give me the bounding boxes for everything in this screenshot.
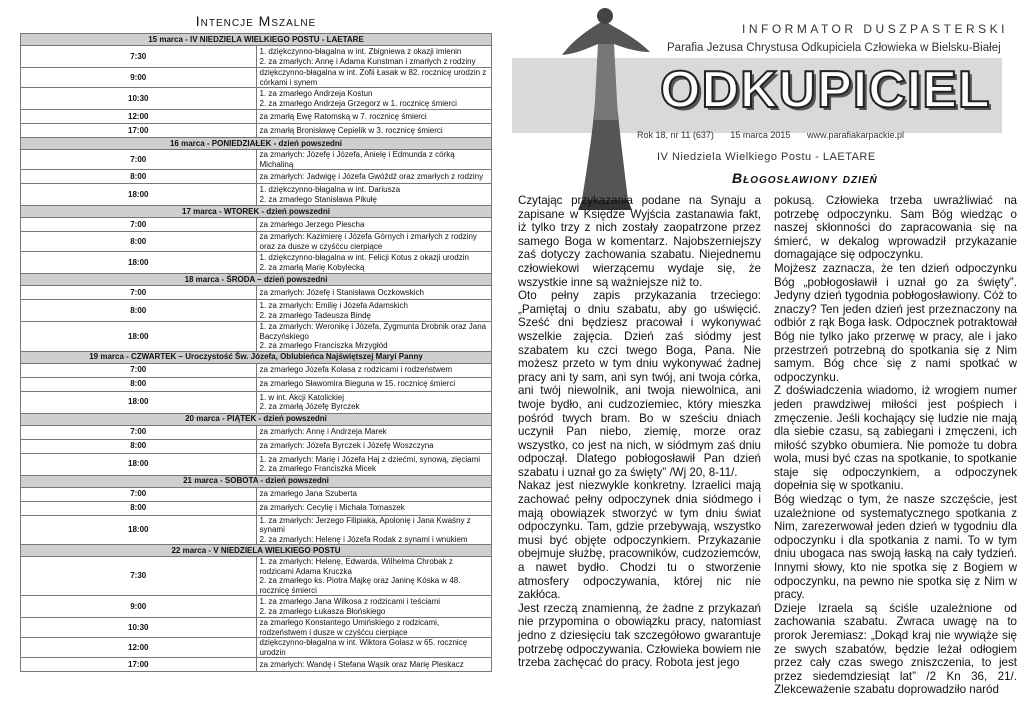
- day-header: 19 marca - CZWARTEK – Uroczystość Św. Józefa, Oblubieńca Najświętszej Maryi Panny: [21, 351, 492, 363]
- mass-time: 17:00: [21, 124, 257, 138]
- intention-line: za zmarłą Bronisławę Cepielik w 3. rocznicę śmierci: [259, 125, 443, 135]
- intention-line: 1. dziękczynno-błagalna w int. Zbigniewa z okazji imienin: [259, 47, 462, 56]
- intention-text: [256, 322, 492, 352]
- intention-line: 1. za zmarłych: Helenę, Edwarda, Wilhelma Chrobak z rodzicami Adama Kruczka: [259, 557, 453, 576]
- intention-row: [21, 515, 492, 545]
- newsletter-title: ODKUPICIEL: [660, 61, 991, 119]
- intention-line: 2. za zmarłą Marię Kobylecką: [259, 262, 365, 272]
- mass-intentions-title: Intencje Mszalne: [195, 13, 317, 29]
- intention-row: [21, 453, 492, 475]
- mass-time: 7:00: [21, 487, 257, 501]
- intention-text: [256, 110, 492, 124]
- article-paragraph: Czytając przykazania podane na Synaju a zapisane w Księdze Wyjścia zastanawia fakt, iż tylko trzy z nich zostały zaopatrzone przez samego Boga w komentarz. Najobszerniejszy zaś dotyczy zachowania szabatu. Niejednemu człowiekowi wierzącemu wydaje się, że wszystkie inne są ważniejsze niż to.: [518, 194, 761, 289]
- intention-line: 2. za zmarłego ks. Piotra Majkę oraz Janinę Kóska w 48. rocznicę śmierci: [259, 576, 461, 595]
- intention-text: [256, 150, 492, 170]
- christ-statue-image: [552, 0, 657, 210]
- mass-time: 7:00: [21, 363, 257, 377]
- intention-text: [256, 453, 492, 475]
- intention-row: [21, 596, 492, 618]
- mass-time: 12:00: [21, 110, 257, 124]
- intention-text: [256, 638, 492, 658]
- mass-time: 8:00: [21, 232, 257, 252]
- newsletter-page: [512, 0, 1017, 725]
- day-header-row: [21, 413, 492, 425]
- website: www.parafiakarpackie.pl: [806, 130, 904, 140]
- intention-text: [256, 425, 492, 439]
- day-header-row: [21, 475, 492, 487]
- intention-text: [256, 300, 492, 322]
- intention-row: [21, 391, 492, 413]
- intention-line: 1. za zmarłych: Weronikę i Józefa, Zygmunta Drobnik oraz Jana Baczyńskiego: [259, 322, 487, 341]
- mass-intentions-table: [20, 33, 492, 672]
- issue-info: [637, 130, 918, 140]
- intention-line: 1. za zmarłego Jana Wilkosa z rodzicami i teściami: [259, 597, 441, 606]
- intention-text: [256, 252, 492, 274]
- intention-line: za zmarłych: Józefę i Józefa, Anielę i Edmunda z córką Michaliną: [259, 150, 455, 169]
- mass-time: 18:00: [21, 252, 257, 274]
- intention-row: [21, 218, 492, 232]
- intention-line: za zmarłych: Cecylię i Michała Tomaszek: [259, 503, 405, 513]
- intention-line: 1. w int. Akcji Katolickiej: [259, 392, 344, 402]
- day-header-row: [21, 545, 492, 557]
- intention-text: [256, 363, 492, 377]
- intention-line: za zmarłego Jana Szuberta: [259, 489, 357, 499]
- mass-time: 8:00: [21, 170, 257, 184]
- mass-time: 18:00: [21, 322, 257, 352]
- intention-line: 2. za zmarłych: Annę i Adama Kunstman i zmarłych z rodziny: [259, 56, 476, 66]
- intention-line: 2. za zmarłych: Helenę i Józefa Rodak z synami i wnukiem: [259, 534, 468, 544]
- intention-row: [21, 150, 492, 170]
- intention-text: [256, 170, 492, 184]
- intention-line: 1. za zmarłego Andrzeja Kostun: [259, 89, 373, 98]
- mass-time: 7:30: [21, 46, 257, 68]
- intention-line: 2. za zmarłego Franciszka Micek: [259, 464, 376, 473]
- intention-text: [256, 286, 492, 300]
- intention-text: [256, 232, 492, 252]
- intention-row: [21, 425, 492, 439]
- article-paragraph: Z doświadczenia wiadomo, iż wrogiem numer jeden prawdziwej miłości jest pośpiech i zmęczenie. Jeśli kochający się ludzie nie mają dla siebie czasu, są zabiegani i zmęczeni, ich miłość szybko obumiera. Nie pomoże tu dobra wola, musi być czas na spotkanie, to spotkanie staje się odpoczynkiem, a odpoczynek dopełnia się w spotkaniu.: [774, 384, 1017, 493]
- mass-time: 7:30: [21, 557, 257, 596]
- intention-row: [21, 363, 492, 377]
- mass-time: 18:00: [21, 391, 257, 413]
- mass-time: 18:00: [21, 515, 257, 545]
- intention-line: za zmarłych: Józefa Byrczek i Józefę Woszczyna: [259, 441, 434, 451]
- sunday-name: IV Niedziela Wielkiego Postu - LAETARE: [657, 151, 876, 163]
- intention-line: 2. za zmarłą Józefę Byrczek: [259, 402, 360, 411]
- intention-row: [21, 658, 492, 672]
- intention-text: [256, 439, 492, 453]
- day-header: 15 marca - IV NIEDZIELA WIELKIEGO POSTU - LAETARE: [21, 34, 492, 46]
- intention-row: [21, 252, 492, 274]
- mass-time: 12:00: [21, 638, 257, 658]
- mass-time: 8:00: [21, 501, 257, 515]
- intention-text: [256, 515, 492, 545]
- day-header-row: [21, 206, 492, 218]
- intention-line: dziękczynno-błagalna w int. Zofii Łasak w 82. rocznicę urodzin z córkami i synem: [259, 68, 487, 87]
- intention-text: [256, 68, 492, 88]
- intention-text: [256, 124, 492, 138]
- day-header: 21 marca - SOBOTA - dzień powszedni: [21, 475, 492, 487]
- intention-text: [256, 596, 492, 618]
- day-header: 16 marca - PONIEDZIAŁEK - dzień powszedni: [21, 138, 492, 150]
- day-header: 20 marca - PIĄTEK - dzień powszedni: [21, 413, 492, 425]
- mass-intentions-section: [20, 12, 492, 672]
- mass-time: 18:00: [21, 184, 257, 206]
- article-paragraph: Jest rzeczą znamienną, że żadne z przykazań nie przypomina o obowiązku pracy, natomiast jedno z dziesięciu tak szczegółowo gwarantuje potrzebę odpoczywania. Człowieka bowiem nie trzeba zachęcać do pracy. Robota jest jego: [518, 601, 761, 670]
- intention-row: [21, 232, 492, 252]
- day-header-row: [21, 138, 492, 150]
- mass-time: 10:30: [21, 88, 257, 110]
- intention-row: [21, 439, 492, 453]
- intention-row: [21, 170, 492, 184]
- article-paragraph: Dzieje Izraela są ściśle uzależnione od zachowania szabatu. Zwraca uwagę na to prorok Jeremiasz: „Dokąd kraj nie wywiąże się ze swych szabatów, będzie leżał odłogiem przez cały czas swego zniszczenia, to jest przez siedemdziesiąt lat” /2 Kn 36, 21/. Zlekceważenie szabatu doprowadziło naród: [774, 601, 1017, 697]
- intention-line: 2. za zmarłego Franciszka Mrzygłód: [259, 341, 388, 350]
- intention-text: [256, 46, 492, 68]
- intention-line: 2. za zmarłego Stanisława Pikułę: [259, 194, 377, 204]
- intention-line: za zmarłego Józefa Kolasa z rodzicami i rodzeństwem: [259, 365, 453, 375]
- intention-text: [256, 377, 492, 391]
- article-paragraph: Bóg wiedząc o tym, że nasze szczęście, jest uzależnione od systematycznego spotkania z Nim, zarezerwował jeden dzień w tygodniu dla odpoczynku i dla spotkania z nami. To w tym dniu ubogaca nas swoją łaską na cały tydzień. Innymi słowy, kto nie spotka się z Bogiem w odpoczynku, na pewno nie spotka się z Nim w pracy.: [774, 493, 1017, 602]
- mass-time: 18:00: [21, 453, 257, 475]
- intention-line: 1. dziękczynno-błagalna w int. Felicji Kotus z okazji urodzin: [259, 253, 469, 262]
- mass-time: 7:00: [21, 286, 257, 300]
- intention-text: [256, 618, 492, 638]
- intention-row: [21, 46, 492, 68]
- mass-time: 8:00: [21, 439, 257, 453]
- article-paragraph: Nakaz jest niezwykle konkretny. Izraelici mają zachować pełny odpoczynek dnia siódmego i mają obowiązek stworzyć w tym dniu świat odpoczynku. Tam, gdzie przebywają, wszystko musi być objęte odpoczynkiem. Przykazanie obejmuje służbę, pracowników, cudzoziemców, a nawet bydło. Chodzi tu o stworzenie atmosfery odpoczywania, której nic nie zakłóca.: [518, 479, 761, 602]
- day-header: 22 marca - V NIEDZIELA WIELKIEGO POSTU: [21, 545, 492, 557]
- intention-text: [256, 501, 492, 515]
- intention-line: za zmarłego Jerzego Piescha: [259, 219, 365, 229]
- intention-text: [256, 218, 492, 232]
- intention-line: za zmarłych: Annę i Andrzeja Marek: [259, 427, 387, 437]
- mass-time: 7:00: [21, 218, 257, 232]
- day-header-row: [21, 351, 492, 363]
- intention-line: 2. za zmarłego Łukasza Błońskiego: [259, 606, 386, 616]
- intention-text: [256, 658, 492, 672]
- intention-row: [21, 638, 492, 658]
- intention-row: [21, 501, 492, 515]
- article-paragraph: Mojżesz zaznacza, że ten dzień odpoczynku Bóg „pobłogosławił i uznał go za święty”. Jedyny dzień tygodnia pobłogosławiony. Cóż to znaczy? Ten jeden dzień jest przeznaczony na odbiór z rąk Boga łask. Odpocznek potraktował Bóg nie tylko jako przerwę w pracy, ale i jako przestrzeń potrzebną do spotkania się z Nim samym. Bóg chce się z nami spotkać w odpoczynku.: [774, 261, 1017, 384]
- mass-time: 7:00: [21, 425, 257, 439]
- article-column-1: [518, 194, 761, 670]
- day-header-row: [21, 274, 492, 286]
- article-paragraph: pokusą. Człowieka trzeba uwrażliwiać na potrzebę odpoczynku. Sam Bóg wiedząc o naszej skłonności do zapracowania się na śmierć, w dekalog wprowadził przykazanie domagające się odpoczynku.: [774, 194, 1017, 262]
- mass-time: 9:00: [21, 68, 257, 88]
- intention-line: 1. za zmarłych: Marię i Józefa Haj z dziećmi, synową, zięciami: [259, 454, 481, 464]
- intention-line: 2. za zmarłego Tadeusza Bindę: [259, 310, 371, 320]
- intention-text: [256, 88, 492, 110]
- intention-row: [21, 124, 492, 138]
- parish-name: Parafia Jezusa Chrystusa Odkupiciela Człowieka w Bielsku-Białej: [667, 42, 1001, 54]
- intention-row: [21, 88, 492, 110]
- intention-line: 1. za zmarłych: Jerzego Filipiaka, Apolonię i Jana Kwaśny z synami: [259, 515, 471, 534]
- intention-text: [256, 557, 492, 596]
- mass-time: 8:00: [21, 377, 257, 391]
- intention-row: [21, 618, 492, 638]
- intention-text: [256, 487, 492, 501]
- intention-text: [256, 391, 492, 413]
- mass-time: 10:30: [21, 618, 257, 638]
- mass-time: 8:00: [21, 300, 257, 322]
- intention-row: [21, 557, 492, 596]
- intention-line: za zmarłych: Józefę i Stanisława Oczkowskich: [259, 287, 424, 297]
- intention-line: za zmarłych: Kazimierę i Józefa Górnych i zmarłych z rodziny oraz za dusze w czyśćcu cierpiące: [259, 232, 477, 251]
- intention-row: [21, 377, 492, 391]
- issue-number: Rok 18, nr 11 (637): [637, 130, 714, 140]
- day-header: 17 marca - WTOREK - dzień powszedni: [21, 206, 492, 218]
- intention-line: za zmarłego Sławomira Bieguna w 15. rocznicę śmierci: [259, 379, 456, 389]
- mass-time: 9:00: [21, 596, 257, 618]
- mass-time: 17:00: [21, 658, 257, 672]
- intention-line: za zmarłych: Wandę i Stefana Wąsik oraz Marię Pleskacz: [259, 659, 464, 669]
- intention-text: [256, 184, 492, 206]
- intention-row: [21, 322, 492, 352]
- issue-date: 15 marca 2015: [730, 130, 791, 140]
- day-header-row: [21, 34, 492, 46]
- intention-line: 1. dziękczynno-błagalna w int. Dariusza: [259, 185, 401, 194]
- intention-row: [21, 68, 492, 88]
- intention-line: 1. za zmarłych: Emilię i Józefa Adamskich: [259, 301, 408, 310]
- intention-row: [21, 300, 492, 322]
- article-paragraph: Oto pełny zapis przykazania trzeciego: „Pamiętaj o dniu szabatu, aby go uświęcić. Sześć dni będziesz pracował i wykonywać wszelkie zajęcia. Dzień zaś siódmy jest szabatem ku czci twego Boga, Pana. Nie możesz przeto w tym dniu wykonywać żadnej pracy ani ty sam, ani syn twój, ani twoja córka, ani twój niewolnik, ani twoja niewolnica, ani twoje bydło, ani cudzoziemiec, który mieszka pośród twych bram. Bo w sześciu dniach uczynił Pan niebo, ziemię, morze oraz wszystko, co jest na nich, w siódmym zaś dniu odpoczął. Dlatego pobłogosławił Pan dzień szabatu i uznał go za święty” /Wj 20, 8-11/.: [518, 289, 761, 479]
- intention-line: za zmarłego Konstantego Umińskiego z rodzicami, rodzeństwem i dusze w czyśćcu cierpiące: [259, 618, 440, 637]
- intention-line: za zmarłych: Jadwigę i Józefa Gwóźdź oraz zmarłych z rodziny: [259, 171, 484, 181]
- intention-row: [21, 286, 492, 300]
- intention-line: za zmarłą Ewę Ratomską w 7. rocznicę śmierci: [259, 111, 427, 121]
- day-header: 18 marca - ŚRODA – dzień powszedni: [21, 274, 492, 286]
- intention-row: [21, 110, 492, 124]
- intention-row: [21, 487, 492, 501]
- informator-label: INFORMATOR DUSZPASTERSKI: [742, 22, 1009, 36]
- article-column-2: [774, 194, 1017, 697]
- intention-line: 2. za zmarłego Andrzeja Grzegorz w 1. rocznicę śmierci: [259, 98, 457, 108]
- intention-line: dziękczynno-błagalna w int. Wiktora Golasz w 65. rocznicę urodzin: [259, 638, 468, 657]
- mass-time: 7:00: [21, 150, 257, 170]
- intention-row: [21, 184, 492, 206]
- article-title: Błogosławiony dzień: [732, 170, 878, 186]
